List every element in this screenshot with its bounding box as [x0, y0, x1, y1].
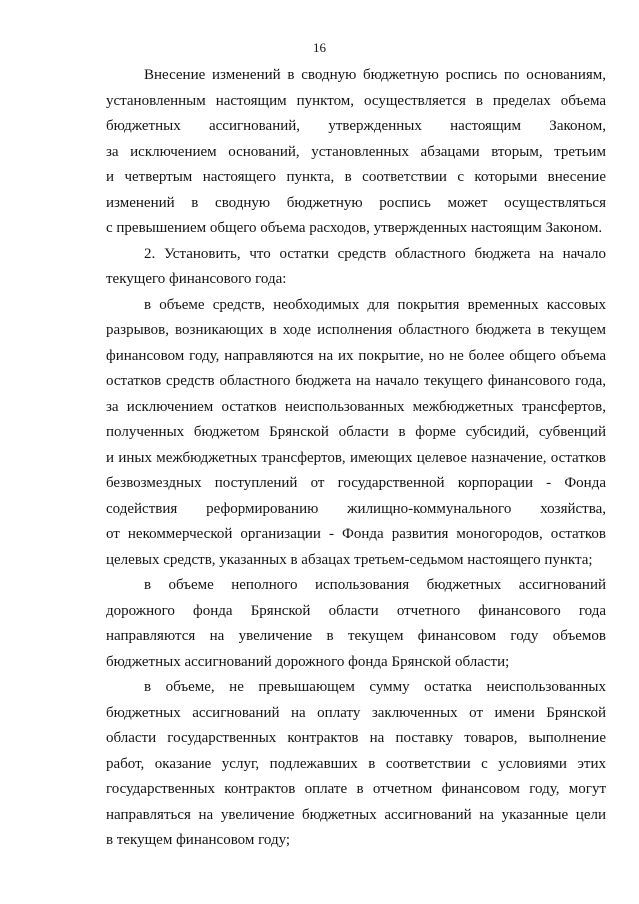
- paragraph: [106, 675, 606, 854]
- text-line: 2. Установить, что остатки средств областного бюджета на начало: [144, 245, 606, 262]
- text-line: с превышением общего объема расходов, утвержденных настоящим Законом.: [106, 220, 603, 236]
- text-line: от некоммерческой организации - Фонда развития моногородов, остатков: [106, 526, 606, 542]
- page-number: 16: [313, 40, 326, 55]
- text-line: направляться на увеличение бюджетных ассигнований на указанные цели: [106, 806, 606, 823]
- text-line: и иных межбюджетных трансфертов, имеющих целевое назначение, остатков: [106, 449, 606, 466]
- text-line: работ, оказание услуг, подлежавших в соответствии с условиями этих: [106, 755, 606, 772]
- text-line: разрывов, возникающих в ходе исполнения областного бюджета в текущем: [106, 322, 606, 338]
- text-line: за исключением оснований, установленных абзацами вторым, третьим: [106, 143, 606, 160]
- text-line: финансовом году, направляются на их покрытие, но не более общего объема: [106, 347, 606, 364]
- text-line: за исключением остатков неиспользованных межбюджетных трансфертов,: [106, 398, 606, 415]
- paragraph: [106, 573, 606, 675]
- text-line: дорожного фонда Брянской области отчетного финансового года: [106, 602, 606, 619]
- text-line: области государственных контрактов на поставку товаров, выполнение: [106, 730, 606, 746]
- text-line: полученных бюджетом Брянской области в форме субсидий, субвенций: [106, 424, 606, 440]
- paragraph: [106, 63, 606, 242]
- text-line: установленным настоящим пунктом, осуществляется в пределах объема: [106, 92, 606, 109]
- text-line: безвозмездных поступлений от государственной корпорации - Фонда: [106, 475, 606, 491]
- text-line: в объеме средств, необходимых для покрытия временных кассовых: [144, 296, 606, 313]
- paragraph: [106, 242, 606, 293]
- text-line: остатков средств областного бюджета на начало текущего финансового года,: [106, 373, 606, 389]
- text-line: содействия реформированию жилищно-коммунального хозяйства,: [106, 500, 606, 517]
- paragraph: [106, 293, 606, 574]
- text-line: в объеме, не превышающем сумму остатка неиспользованных: [144, 679, 606, 695]
- text-line: бюджетных ассигнований на оплату заключенных от имени Брянской: [106, 704, 606, 721]
- text-line: целевых средств, указанных в абзацах третьем-седьмом настоящего пункта;: [106, 551, 593, 568]
- text-line: в текущем финансовом году;: [106, 832, 291, 848]
- text-line: в объеме неполного использования бюджетных ассигнований: [144, 577, 606, 593]
- text-line: Внесение изменений в сводную бюджетную роспись по основаниям,: [144, 67, 606, 83]
- text-line: бюджетных ассигнований, утвержденных настоящим Законом,: [106, 118, 606, 134]
- text-line: текущего финансового года:: [106, 271, 287, 287]
- text-line: направляются на увеличение в текущем финансовом году объемов: [106, 628, 606, 644]
- text-line: государственных контрактов оплате в отчетном финансовом году, могут: [106, 781, 606, 797]
- text-line: и четвертым настоящего пункта, в соответствии с которыми внесение: [106, 169, 606, 185]
- text-line: бюджетных ассигнований дорожного фонда Брянской области;: [106, 653, 510, 670]
- document-body: [106, 63, 606, 854]
- text-line: изменений в сводную бюджетную роспись может осуществляться: [106, 194, 606, 211]
